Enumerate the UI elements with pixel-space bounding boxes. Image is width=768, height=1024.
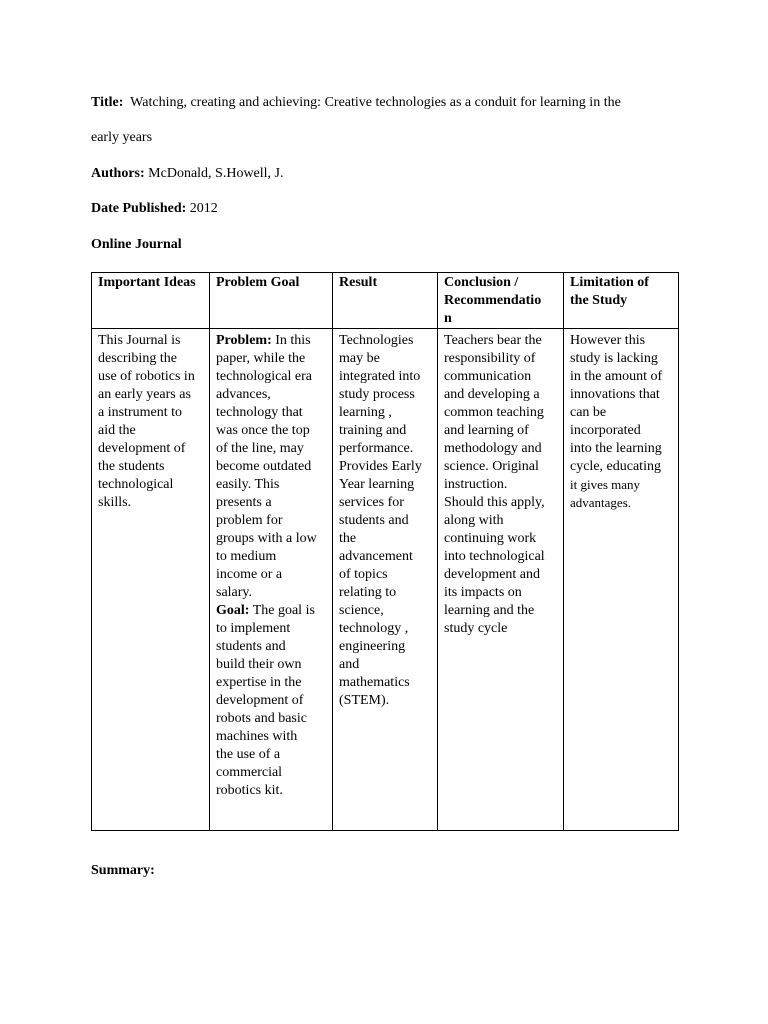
header-problem-goal: Problem Goal (210, 273, 333, 329)
date-value: 2012 (189, 201, 218, 216)
table-row (92, 329, 679, 831)
date-label: Date Published: (91, 201, 187, 216)
title-line-2 (91, 129, 152, 147)
review-table (91, 272, 679, 831)
source-line (91, 236, 182, 254)
date-line (91, 200, 218, 218)
cell-result: Technologies may be integrated into study process learning , training and performance. Provides Early Year learning services for students and the advancement of topics relating to science, technology , engineering and mathematics (STEM). (333, 329, 438, 831)
header-limitation: Limitation of the Study (564, 273, 679, 329)
authors-label: Authors: (91, 166, 145, 181)
table-header-row (92, 273, 679, 329)
problem-label: Problem: (216, 333, 272, 348)
goal-label: Goal: (216, 603, 250, 618)
cell-limitation: However this study is lacking in the amount of innovations that can be incorporated into the learning cycle, educating it gives many advantages. (564, 329, 679, 831)
title-text: Watching, creating and achieving: Creative technologies as a conduit for learning in the (130, 95, 621, 110)
header-result: Result (333, 273, 438, 329)
source-label: Online Journal (91, 237, 182, 252)
title-text-cont: early years (91, 130, 153, 145)
header-conclusion: Conclusion / Recommendatio n (438, 273, 564, 329)
title-label: Title: (91, 95, 124, 110)
authors-line (91, 165, 284, 183)
authors-value: McDonald, S.Howell, J. (148, 166, 284, 181)
cell-important-ideas: This Journal is describing the use of robotics in an early years as a instrument to aid the development of the students technological skills. (92, 329, 210, 831)
title-line-1 (91, 94, 621, 112)
cell-problem-goal: Problem: In this paper, while the technological era advances, technology that was once the top of the line, may become outdated easily. This presents a problem for groups with a low to medium income or a salary. Goal: The goal is to implement students and build their own expertise in the development of robots and basic machines with the use of a commercial robotics kit. (210, 329, 333, 831)
cell-conclusion: Teachers bear the responsibility of communication and developing a common teaching and learning of methodology and science. Original instruction. Should this apply, along with continuing work into technological development and its impacts on learning and the study cycle (438, 329, 564, 831)
summary-heading: Summary: (91, 863, 155, 878)
header-important-ideas: Important Ideas (92, 273, 210, 329)
